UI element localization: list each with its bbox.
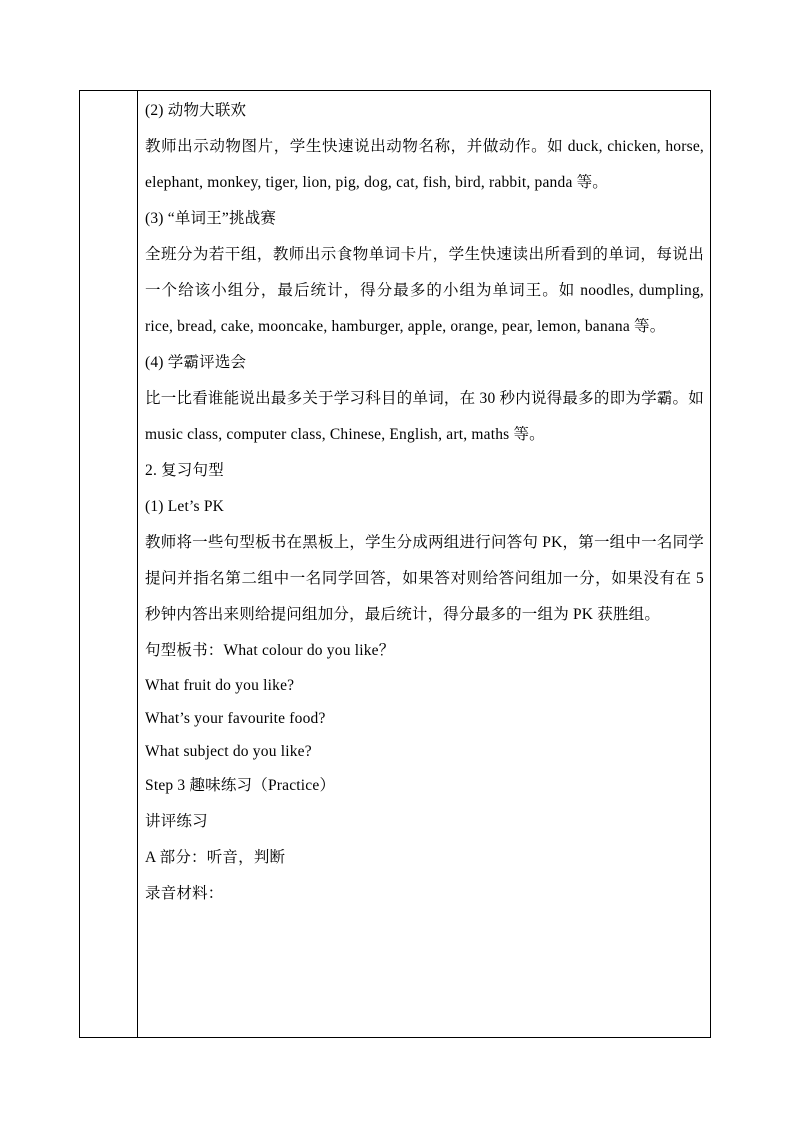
heading-animal-party: (2) 动物大联欢 <box>145 102 247 119</box>
heading-review-exercise: 讲评练习 <box>145 813 208 830</box>
paragraph-top-student: 比一比看谁能说出最多关于学习科目的单词，在 30 秒内说得最多的即为学霸。如 music class, computer class, Chinese, English, art, maths 等。 <box>145 390 704 443</box>
heading-word-king: (3) “单词王”挑战赛 <box>145 210 277 227</box>
sentence-subject: What subject do you like? <box>145 743 312 760</box>
sentence-food: What’s your favourite food? <box>145 710 326 727</box>
heading-step3-practice: Step 3 趣味练习（Practice） <box>145 777 336 794</box>
sentence-board-line: 句型板书：What colour do you like？ <box>145 642 395 659</box>
lesson-table <box>79 90 711 1038</box>
paragraph-lets-pk: 教师将一些句型板书在黑板上，学生分成两组进行问答句 PK，第一组中一名同学提问并指名第二组中一名同学回答，如果答对则给答问组加一分，如果没有在 5 秒钟内答出来则给提问组加分，最后统计，得分最多的一组为 PK 获胜组。 <box>145 534 704 623</box>
heading-recording-material: 录音材料： <box>145 885 224 902</box>
heading-review-sentences: 2. 复习句型 <box>145 462 224 479</box>
heading-lets-pk: (1) Let’s PK <box>145 498 225 515</box>
paragraph-word-king: 全班分为若干组，教师出示食物单词卡片，学生快速读出所看到的单词，每说出一个给该小组分，最后统计，得分最多的小组为单词王。如 noodles, dumpling, rice, bread, cake, mooncake, hamburger, apple, orange, pear, lemon, banana 等。 <box>145 246 704 335</box>
heading-top-student: (4) 学霸评选会 <box>145 354 247 371</box>
sentence-fruit: What fruit do you like? <box>145 677 295 694</box>
left-column-cell <box>80 91 138 1037</box>
content-cell <box>139 91 710 1037</box>
paragraph-animal-party: 教师出示动物图片，学生快速说出动物名称，并做动作。如 duck, chicken, horse, elephant, monkey, tiger, lion, pig, dog, cat, fish, bird, rabbit, panda 等。 <box>145 138 704 191</box>
heading-part-a: A 部分：听音，判断 <box>145 849 286 866</box>
